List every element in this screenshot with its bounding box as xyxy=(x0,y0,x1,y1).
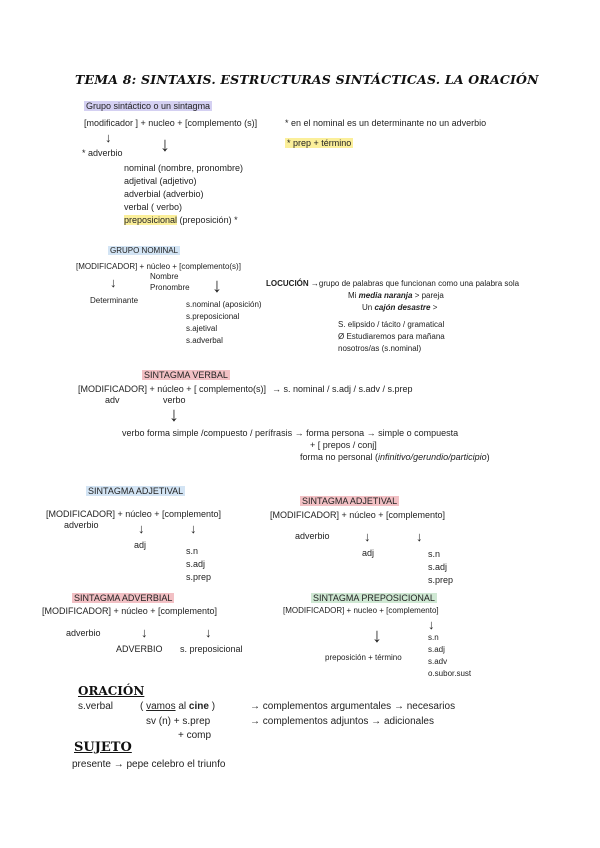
sujeto-heading: SUJETO xyxy=(74,740,132,755)
grupo-adverbio: * adverbio xyxy=(82,148,123,158)
adjetival-nucleus: adj xyxy=(362,548,375,558)
locucion-note: S. elipsido / tácito / gramatical xyxy=(338,320,445,329)
preposicional-complement: s.adv xyxy=(428,657,448,666)
locucion-example: Mi media naranja > pareja xyxy=(348,291,444,300)
adjetival-formula: [MODIFICADOR] + núcleo + [complemento] xyxy=(46,509,222,519)
adjetival-formula: [MODIFICADOR] + núcleo + [complemento] xyxy=(270,510,446,520)
grupo-type: verbal ( verbo) xyxy=(124,202,183,212)
adjetival-complement: s.n xyxy=(428,549,441,559)
oracion-label: s.verbal xyxy=(78,701,114,712)
arrow-down-icon: ↓ xyxy=(105,130,112,145)
oracion-result: → complementos argumentales → necesarios xyxy=(250,701,456,712)
verbal-result: → s. nominal / s.adj / s.adv / s.prep xyxy=(272,384,413,394)
adjetival-complement: s.adj xyxy=(428,562,448,572)
grupo-note2: * prep + término xyxy=(287,138,352,148)
oracion-heading: ORACIÓN xyxy=(78,684,145,698)
adverbial-complement: s. preposicional xyxy=(180,644,243,654)
grupo-formula: [modificador ] + nucleo + [complemento (s)] xyxy=(84,118,258,128)
adjetival-complement: s.prep xyxy=(186,572,212,582)
grupo-type: nominal (nombre, pronombre) xyxy=(124,163,244,173)
sujeto-example: presente → pepe celebro el triunfo xyxy=(72,759,226,770)
preposicional-complement: s.n xyxy=(428,633,439,642)
arrow-down-icon: ↓ xyxy=(169,404,179,426)
arrow-down-icon: ↓ xyxy=(212,275,222,297)
verbal-forms: verbo forma simple /compuesto / perífrasis → forma persona → simple o compuesta xyxy=(122,428,459,438)
arrow-down-icon: ↓ xyxy=(190,521,197,536)
arrow-down-icon: ↓ xyxy=(110,275,117,290)
arrow-down-icon: ↓ xyxy=(138,521,145,536)
adverbial-formula: [MODIFICADOR] + núcleo + [complemento] xyxy=(42,606,218,616)
verbal-heading: SINTAGMA VERBAL xyxy=(144,370,228,380)
nominal-complement: s.ajetival xyxy=(186,324,218,333)
grupo-type-prep: preposicional (preposición) * xyxy=(124,215,238,225)
adjetival-heading: SINTAGMA ADJETIVAL xyxy=(88,486,184,496)
verbal-mod: adv xyxy=(105,395,120,405)
preposicional-heading: SINTAGMA PREPOSICIONAL xyxy=(313,593,435,603)
adjetival-mod: adverbio xyxy=(64,520,99,530)
oracion-example: ( vamos al cine ) xyxy=(140,701,216,712)
arrow-down-icon: ↓ xyxy=(364,529,371,544)
locucion-note: Ø Estudiaremos para mañana xyxy=(338,332,445,341)
adjetival-nucleus: adj xyxy=(134,540,147,550)
nominal-nucleus: Pronombre xyxy=(150,283,190,292)
arrow-down-icon: ↓ xyxy=(141,625,148,640)
page-title: TEMA 8: SINTAXIS. ESTRUCTURAS SINTÁCTICAS. LA ORACIÓN xyxy=(75,72,539,87)
adjetival-complement: s.prep xyxy=(428,575,454,585)
locucion-example: Un cajón desastre > xyxy=(362,303,438,312)
locucion-note: nosotros/as (s.nominal) xyxy=(338,344,422,353)
verbal-forms: + [ prepos / conj] xyxy=(310,440,377,450)
adjetival-complement: s.n xyxy=(186,546,199,556)
arrow-down-icon: ↓ xyxy=(428,617,435,632)
adverbial-nucleus: ADVERBIO xyxy=(116,644,163,654)
preposicional-complement: o.subor.sust xyxy=(428,669,472,678)
adverbial-mod: adverbio xyxy=(66,628,101,638)
adjetival-complement: s.adj xyxy=(186,559,206,569)
nominal-complement: s.nominal (aposición) xyxy=(186,300,262,309)
oracion-result: → complementos adjuntos → adicionales xyxy=(250,716,434,727)
verbal-formula: [MODIFICADOR] + núcleo + [ complemento(s)] xyxy=(78,384,267,394)
adjetival-mod: adverbio xyxy=(295,531,330,541)
nominal-mod: Determinante xyxy=(90,296,139,305)
grupo-note: * en el nominal es un determinante no un adverbio xyxy=(285,118,487,128)
grupo-type: adverbial (adverbio) xyxy=(124,189,204,199)
preposicional-nucleus: preposición + término xyxy=(325,653,402,662)
verbal-nucleus: verbo xyxy=(163,395,186,405)
arrow-down-icon: ↓ xyxy=(160,134,170,156)
nominal-formula: [MODIFICADOR] + núcleo + [complemento(s)] xyxy=(76,262,241,271)
nominal-nucleus: Nombre xyxy=(150,272,179,281)
adverbial-heading: SINTAGMA ADVERBIAL xyxy=(74,593,173,603)
adjetival-heading: SINTAGMA ADJETIVAL xyxy=(302,496,398,506)
locucion-def: LOCUCIÓN →grupo de palabras que funcionan como una palabra sola xyxy=(266,279,520,288)
nominal-heading: GRUPO NOMINAL xyxy=(110,246,179,255)
arrow-down-icon: ↓ xyxy=(416,529,423,544)
arrow-down-icon: ↓ xyxy=(372,625,382,647)
nominal-complement: s.adverbal xyxy=(186,336,223,345)
grupo-heading: Grupo sintáctico o un sintagma xyxy=(86,101,211,111)
oracion-label: + comp xyxy=(178,730,212,741)
arrow-down-icon: ↓ xyxy=(205,625,212,640)
oracion-label: sv (n) + s.prep xyxy=(146,716,211,727)
grupo-type: adjetival (adjetivo) xyxy=(124,176,197,186)
preposicional-complement: s.adj xyxy=(428,645,445,654)
preposicional-formula: [MODIFICADOR] + nucleo + [complemento] xyxy=(283,606,439,615)
verbal-forms: forma no personal (infinitivo/gerundio/participio) xyxy=(300,452,490,462)
nominal-complement: s.preposicional xyxy=(186,312,240,321)
